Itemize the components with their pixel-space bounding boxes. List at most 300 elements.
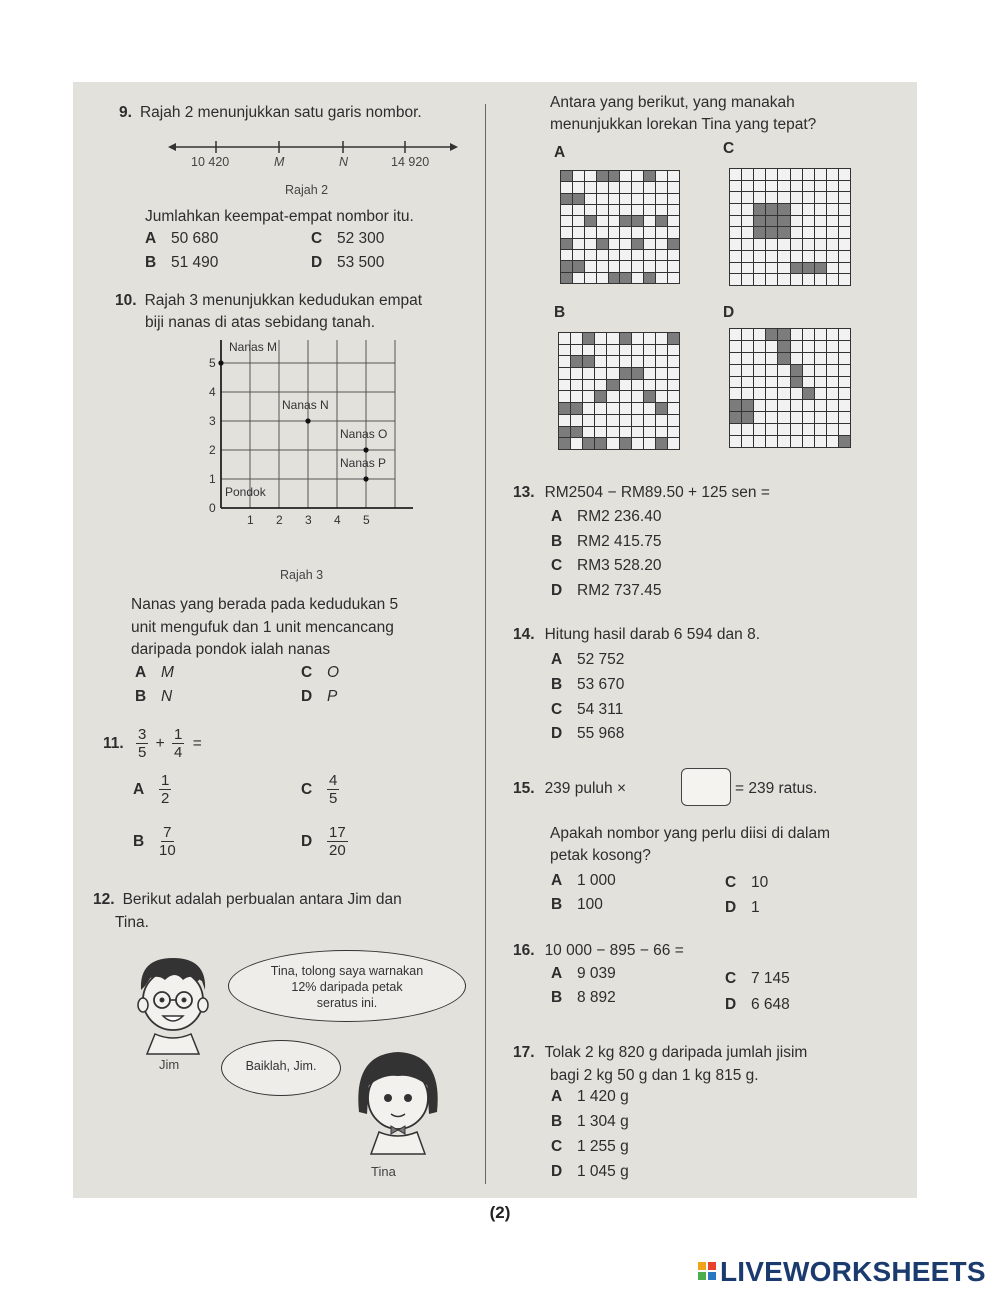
grid-cell bbox=[791, 227, 802, 238]
grid-cell bbox=[815, 204, 826, 215]
q12-text bbox=[93, 889, 402, 911]
grid-cell bbox=[595, 368, 606, 379]
shaded-cell bbox=[620, 273, 631, 283]
grid-cell bbox=[778, 274, 789, 285]
q17-option-a[interactable]: A 1 420 g bbox=[551, 1088, 629, 1105]
grid-cell bbox=[583, 380, 594, 391]
grid-cell bbox=[644, 427, 655, 438]
q15-option-a[interactable]: A 1 000 bbox=[551, 872, 616, 889]
grid-cell bbox=[571, 415, 582, 426]
grid-cell bbox=[730, 204, 741, 215]
y-tick-label: 3 bbox=[209, 414, 216, 428]
grid-cell bbox=[559, 380, 570, 391]
x-tick-label: 4 bbox=[334, 513, 341, 527]
grid-cell bbox=[632, 391, 643, 402]
shaded-cell bbox=[656, 403, 667, 414]
shaded-cell bbox=[668, 333, 679, 344]
grid-cell bbox=[573, 182, 584, 192]
q11-option-c[interactable]: C $\frac{4}{5}$ bbox=[301, 772, 338, 807]
grid-cell bbox=[778, 263, 789, 274]
grid-cell bbox=[815, 436, 826, 447]
grid-cell bbox=[742, 263, 753, 274]
grid-cell bbox=[742, 353, 753, 364]
grid-cell bbox=[778, 181, 789, 192]
q14-option-a[interactable]: A 52 752 bbox=[551, 651, 625, 668]
grid-cell bbox=[839, 329, 850, 340]
speech-bubble-tina bbox=[221, 1040, 341, 1096]
grid-cell bbox=[754, 239, 765, 250]
grid-cell bbox=[656, 356, 667, 367]
grid-cell bbox=[668, 356, 679, 367]
shaded-cell bbox=[730, 412, 741, 423]
q9-option-b[interactable]: B 51 490 bbox=[145, 254, 219, 271]
grid-cell bbox=[620, 205, 631, 215]
grid-cell bbox=[561, 227, 572, 237]
q17-option-d[interactable]: D 1 045 g bbox=[551, 1163, 629, 1180]
shaded-cell bbox=[595, 391, 606, 402]
grid-cell bbox=[668, 205, 679, 215]
grid-cell bbox=[607, 403, 618, 414]
grid-cell bbox=[815, 412, 826, 423]
grid-cell bbox=[815, 181, 826, 192]
q15-right: = 239 ratus. bbox=[735, 780, 818, 797]
q17-stem-2: bagi 2 kg 50 g dan 1 kg 815 g. bbox=[550, 1067, 759, 1084]
shaded-cell bbox=[620, 216, 631, 226]
grid-cell bbox=[827, 412, 838, 423]
grid-cell bbox=[791, 353, 802, 364]
q17-text bbox=[513, 1042, 807, 1064]
grid-cell bbox=[754, 251, 765, 262]
grid-cell bbox=[791, 192, 802, 203]
grid-cell bbox=[766, 251, 777, 262]
grid-cell bbox=[766, 412, 777, 423]
grid-cell bbox=[730, 274, 741, 285]
grid-cell bbox=[583, 427, 594, 438]
grid-cell bbox=[595, 415, 606, 426]
grid-cell bbox=[803, 412, 814, 423]
grid-cell bbox=[609, 194, 620, 204]
grid-cell bbox=[730, 353, 741, 364]
y-tick-label: 1 bbox=[209, 472, 216, 486]
shaded-cell bbox=[559, 403, 570, 414]
grid-cell bbox=[803, 274, 814, 285]
grid-cell bbox=[656, 227, 667, 237]
grid-cell bbox=[815, 251, 826, 262]
q10-option-b[interactable]: B N bbox=[135, 688, 173, 705]
grid-cell bbox=[609, 205, 620, 215]
q10-option-d[interactable]: D P bbox=[301, 688, 338, 705]
grid-cell bbox=[778, 388, 789, 399]
pineapple-point bbox=[363, 447, 368, 452]
pineapple-label: Nanas N bbox=[282, 398, 329, 412]
grid-cell bbox=[815, 341, 826, 352]
q13-option-a[interactable]: A RM2 236.40 bbox=[551, 508, 662, 525]
grid-cell bbox=[668, 194, 679, 204]
grid-cell bbox=[778, 400, 789, 411]
grid-cell bbox=[791, 400, 802, 411]
grid-cell bbox=[766, 353, 777, 364]
shaded-cell bbox=[571, 427, 582, 438]
grid-cell bbox=[656, 345, 667, 356]
q12-question-2: menunjukkan lorekan Tina yang tepat? bbox=[550, 116, 817, 133]
grid-cell bbox=[668, 261, 679, 271]
grid-cell bbox=[620, 427, 631, 438]
number-line-label-1: 10 420 bbox=[191, 155, 230, 169]
grid-cell bbox=[597, 250, 608, 260]
shaded-cell bbox=[597, 239, 608, 249]
grid-cell bbox=[803, 227, 814, 238]
q16-stem: 10 000 − 895 − 66 = bbox=[544, 942, 684, 959]
shaded-cell bbox=[583, 333, 594, 344]
grid-cell bbox=[668, 391, 679, 402]
shaded-cell bbox=[778, 216, 789, 227]
grid-cell bbox=[766, 181, 777, 192]
grid-cell bbox=[839, 424, 850, 435]
grid-cell bbox=[595, 380, 606, 391]
grid-cell bbox=[573, 171, 584, 181]
q9-option-d[interactable]: D 53 500 bbox=[311, 254, 385, 271]
grid-cell bbox=[803, 329, 814, 340]
grid-cell bbox=[827, 353, 838, 364]
grid-cell bbox=[766, 388, 777, 399]
shaded-cell bbox=[778, 204, 789, 215]
grid-cell bbox=[668, 403, 679, 414]
grid-cell bbox=[839, 227, 850, 238]
grid-cell bbox=[559, 391, 570, 402]
grid-cell bbox=[839, 353, 850, 364]
grid-cell bbox=[597, 205, 608, 215]
brand-name: LIVEWORKSHEETS bbox=[720, 1256, 986, 1287]
shaded-cell bbox=[766, 216, 777, 227]
shaded-cell bbox=[607, 380, 618, 391]
q16-option-c[interactable]: C 7 145 bbox=[725, 970, 790, 987]
grid-cell bbox=[730, 341, 741, 352]
q17-option-b[interactable]: B 1 304 g bbox=[551, 1113, 629, 1130]
shaded-cell bbox=[632, 368, 643, 379]
grid-cell bbox=[791, 204, 802, 215]
shaded-cell bbox=[730, 400, 741, 411]
shaded-cell bbox=[597, 171, 608, 181]
q11-option-d[interactable]: D $\frac{17}{20}$ bbox=[301, 824, 346, 859]
grid-cell bbox=[668, 380, 679, 391]
grid-cell bbox=[766, 400, 777, 411]
grid-cell bbox=[573, 239, 584, 249]
grid-cell bbox=[585, 250, 596, 260]
grid-cell bbox=[585, 273, 596, 283]
grid-cell bbox=[742, 239, 753, 250]
grid-cell bbox=[609, 261, 620, 271]
grid-option-a[interactable] bbox=[560, 170, 680, 284]
q15-prompt-1: Apakah nombor yang perlu diisi di dalam bbox=[550, 825, 831, 842]
shaded-cell bbox=[632, 216, 643, 226]
grid-cell bbox=[778, 192, 789, 203]
q15-option-d[interactable]: D 1 bbox=[725, 899, 760, 916]
grid-cell bbox=[644, 261, 655, 271]
grid-cell bbox=[803, 181, 814, 192]
grid-cell bbox=[815, 239, 826, 250]
grid-cell bbox=[839, 274, 850, 285]
grid-cell bbox=[597, 261, 608, 271]
q16-text bbox=[513, 940, 684, 962]
figure-caption-3: Rajah 3 bbox=[280, 568, 324, 582]
grid-cell bbox=[583, 415, 594, 426]
grid-cell bbox=[583, 368, 594, 379]
grid-cell bbox=[791, 216, 802, 227]
grid-cell bbox=[656, 368, 667, 379]
grid-cell bbox=[730, 263, 741, 274]
grid-cell bbox=[656, 391, 667, 402]
shaded-cell bbox=[754, 216, 765, 227]
coordinate-plane bbox=[193, 340, 413, 550]
grid-cell bbox=[742, 436, 753, 447]
y-tick-label: 4 bbox=[209, 385, 216, 399]
grid-cell bbox=[632, 261, 643, 271]
q15-option-c[interactable]: C 10 bbox=[725, 874, 769, 891]
q9-option-a[interactable]: A 50 680 bbox=[145, 230, 219, 247]
q15-text bbox=[513, 778, 626, 800]
grid-cell bbox=[754, 274, 765, 285]
grid-cell bbox=[632, 250, 643, 260]
grid-cell bbox=[559, 368, 570, 379]
grid-cell bbox=[730, 388, 741, 399]
grid-cell bbox=[827, 365, 838, 376]
grid-cell bbox=[815, 216, 826, 227]
grid-cell bbox=[778, 239, 789, 250]
shaded-cell bbox=[620, 333, 631, 344]
q10-prompt-3: daripada pondok ialah nanas bbox=[131, 641, 331, 658]
grid-cell bbox=[620, 239, 631, 249]
grid-cell bbox=[742, 274, 753, 285]
grid-cell bbox=[632, 205, 643, 215]
grid-cell bbox=[573, 273, 584, 283]
q11-number: 11. bbox=[103, 734, 124, 752]
grid-cell bbox=[597, 194, 608, 204]
grid-cell bbox=[791, 251, 802, 262]
grid-cell bbox=[839, 412, 850, 423]
grid-cell bbox=[620, 261, 631, 271]
q9-number: 9. bbox=[119, 104, 132, 121]
grid-cell bbox=[644, 205, 655, 215]
grid-cell bbox=[754, 424, 765, 435]
grid-cell bbox=[766, 365, 777, 376]
grid-cell bbox=[754, 181, 765, 192]
q13-stem: RM2504 − RM89.50 + 125 sen = bbox=[544, 484, 770, 501]
grid-cell bbox=[559, 356, 570, 367]
grid-cell bbox=[668, 427, 679, 438]
grid-cell bbox=[827, 424, 838, 435]
grid-cell bbox=[827, 204, 838, 215]
shaded-cell bbox=[803, 388, 814, 399]
shaded-cell bbox=[754, 204, 765, 215]
grid-cell bbox=[839, 204, 850, 215]
q14-text bbox=[513, 624, 760, 646]
grid-cell bbox=[803, 436, 814, 447]
grid-cell bbox=[644, 216, 655, 226]
grid-cell bbox=[791, 424, 802, 435]
grid-cell bbox=[827, 377, 838, 388]
grid-cell bbox=[839, 365, 850, 376]
grid-cell bbox=[644, 345, 655, 356]
grid-cell bbox=[742, 204, 753, 215]
q15-prompt-2: petak kosong? bbox=[550, 847, 651, 864]
grid-d-letter: D bbox=[723, 304, 735, 321]
grid-cell bbox=[609, 182, 620, 192]
grid-cell bbox=[595, 427, 606, 438]
grid-cell bbox=[791, 181, 802, 192]
grid-cell bbox=[644, 239, 655, 249]
grid-cell bbox=[754, 377, 765, 388]
q11-option-a[interactable]: A $\frac{1}{2}$ bbox=[133, 772, 170, 807]
grid-cell bbox=[668, 345, 679, 356]
grid-cell bbox=[742, 181, 753, 192]
grid-cell bbox=[609, 239, 620, 249]
grid-cell bbox=[607, 356, 618, 367]
grid-cell bbox=[607, 415, 618, 426]
shaded-cell bbox=[620, 368, 631, 379]
q17-option-c[interactable]: C 1 255 g bbox=[551, 1138, 629, 1155]
grid-cell bbox=[620, 380, 631, 391]
q16-option-b[interactable]: B 8 892 bbox=[551, 989, 616, 1006]
grid-cell bbox=[585, 205, 596, 215]
q10-stem-2: biji nanas di atas sebidang tanah. bbox=[145, 314, 376, 331]
grid-b-letter: B bbox=[554, 304, 566, 321]
grid-cell bbox=[620, 403, 631, 414]
grid-cell bbox=[766, 341, 777, 352]
shaded-cell bbox=[583, 438, 594, 449]
grid-cell bbox=[742, 377, 753, 388]
grid-cell bbox=[766, 239, 777, 250]
grid-cell bbox=[815, 400, 826, 411]
grid-cell bbox=[632, 227, 643, 237]
shaded-cell bbox=[742, 412, 753, 423]
grid-cell bbox=[827, 400, 838, 411]
shaded-cell bbox=[778, 341, 789, 352]
column-divider bbox=[485, 104, 486, 1184]
q13-option-c[interactable]: C RM3 528.20 bbox=[551, 557, 662, 574]
grid-cell bbox=[573, 205, 584, 215]
grid-cell bbox=[778, 436, 789, 447]
grid-cell bbox=[839, 181, 850, 192]
q11-option-b[interactable]: B $\frac{7}{10}$ bbox=[133, 824, 176, 859]
grid-option-c[interactable] bbox=[729, 168, 851, 286]
q9-option-c[interactable]: C 52 300 bbox=[311, 230, 385, 247]
q14-option-b[interactable]: B 53 670 bbox=[551, 676, 625, 693]
q14-option-d[interactable]: D 55 968 bbox=[551, 725, 625, 742]
grid-cell bbox=[656, 205, 667, 215]
grid-cell bbox=[754, 192, 765, 203]
grid-cell bbox=[778, 169, 789, 180]
grid-cell bbox=[778, 365, 789, 376]
shaded-cell bbox=[778, 329, 789, 340]
grid-cell bbox=[742, 216, 753, 227]
grid-cell bbox=[730, 436, 741, 447]
q10-option-a[interactable]: A M bbox=[135, 664, 174, 681]
shaded-cell bbox=[644, 391, 655, 402]
worksheet-page bbox=[73, 82, 917, 1198]
grid-cell bbox=[766, 377, 777, 388]
grid-cell bbox=[827, 181, 838, 192]
grid-cell bbox=[632, 273, 643, 283]
grid-cell bbox=[839, 169, 850, 180]
pineapple-point bbox=[363, 476, 368, 481]
grid-cell bbox=[585, 239, 596, 249]
shaded-cell bbox=[754, 227, 765, 238]
grid-cell bbox=[595, 333, 606, 344]
grid-cell bbox=[656, 239, 667, 249]
q10-prompt-2: unit mengufuk dan 1 unit mencancang bbox=[131, 619, 394, 636]
grid-cell bbox=[644, 415, 655, 426]
grid-cell bbox=[839, 263, 850, 274]
grid-cell bbox=[644, 403, 655, 414]
grid-cell bbox=[730, 192, 741, 203]
grid-cell bbox=[839, 377, 850, 388]
liveworksheets-logo-icon bbox=[698, 1262, 716, 1280]
q13-option-d[interactable]: D RM2 737.45 bbox=[551, 582, 662, 599]
q10-option-c[interactable]: C O bbox=[301, 664, 340, 681]
q12-stem-1: Berikut adalah perbualan antara Jim dan bbox=[122, 891, 402, 908]
grid-cell bbox=[597, 216, 608, 226]
q16-option-d[interactable]: D 6 648 bbox=[725, 996, 790, 1013]
grid-cell bbox=[827, 216, 838, 227]
q10-number: 10. bbox=[115, 292, 137, 309]
q16-option-a[interactable]: A 9 039 bbox=[551, 965, 616, 982]
grid-cell bbox=[815, 353, 826, 364]
number-line-label-n: N bbox=[339, 155, 349, 169]
grid-cell bbox=[791, 169, 802, 180]
grid-cell bbox=[597, 273, 608, 283]
grid-cell bbox=[585, 227, 596, 237]
grid-cell bbox=[791, 329, 802, 340]
grid-cell bbox=[607, 427, 618, 438]
grid-cell bbox=[742, 227, 753, 238]
answer-box[interactable] bbox=[681, 768, 731, 806]
grid-cell bbox=[839, 400, 850, 411]
grid-option-d[interactable] bbox=[729, 328, 851, 448]
grid-cell bbox=[573, 227, 584, 237]
q15-left: 239 puluh × bbox=[544, 780, 627, 797]
grid-cell bbox=[803, 424, 814, 435]
grid-option-b[interactable] bbox=[558, 332, 680, 450]
grid-cell bbox=[656, 250, 667, 260]
grid-cell bbox=[656, 333, 667, 344]
grid-cell bbox=[632, 415, 643, 426]
shaded-cell bbox=[561, 261, 572, 271]
grid-cell bbox=[803, 353, 814, 364]
grid-cell bbox=[620, 171, 631, 181]
shaded-cell bbox=[561, 171, 572, 181]
q12-number: 12. bbox=[93, 891, 115, 908]
q15-option-b[interactable]: B 100 bbox=[551, 896, 603, 913]
shaded-cell bbox=[559, 438, 570, 449]
pineapple-point bbox=[218, 360, 223, 365]
grid-cell bbox=[754, 436, 765, 447]
grid-cell bbox=[791, 341, 802, 352]
shaded-cell bbox=[571, 356, 582, 367]
grid-cell bbox=[620, 345, 631, 356]
grid-cell bbox=[559, 333, 570, 344]
y-tick-label: 2 bbox=[209, 443, 216, 457]
q10-text bbox=[115, 290, 422, 312]
q13-option-b[interactable]: B RM2 415.75 bbox=[551, 533, 662, 550]
grid-cell bbox=[827, 341, 838, 352]
grid-cell bbox=[585, 171, 596, 181]
grid-cell bbox=[754, 341, 765, 352]
grid-cell bbox=[656, 182, 667, 192]
grid-cell bbox=[644, 182, 655, 192]
q14-option-c[interactable]: C 54 311 bbox=[551, 701, 624, 718]
grid-cell bbox=[668, 250, 679, 260]
grid-cell bbox=[791, 239, 802, 250]
